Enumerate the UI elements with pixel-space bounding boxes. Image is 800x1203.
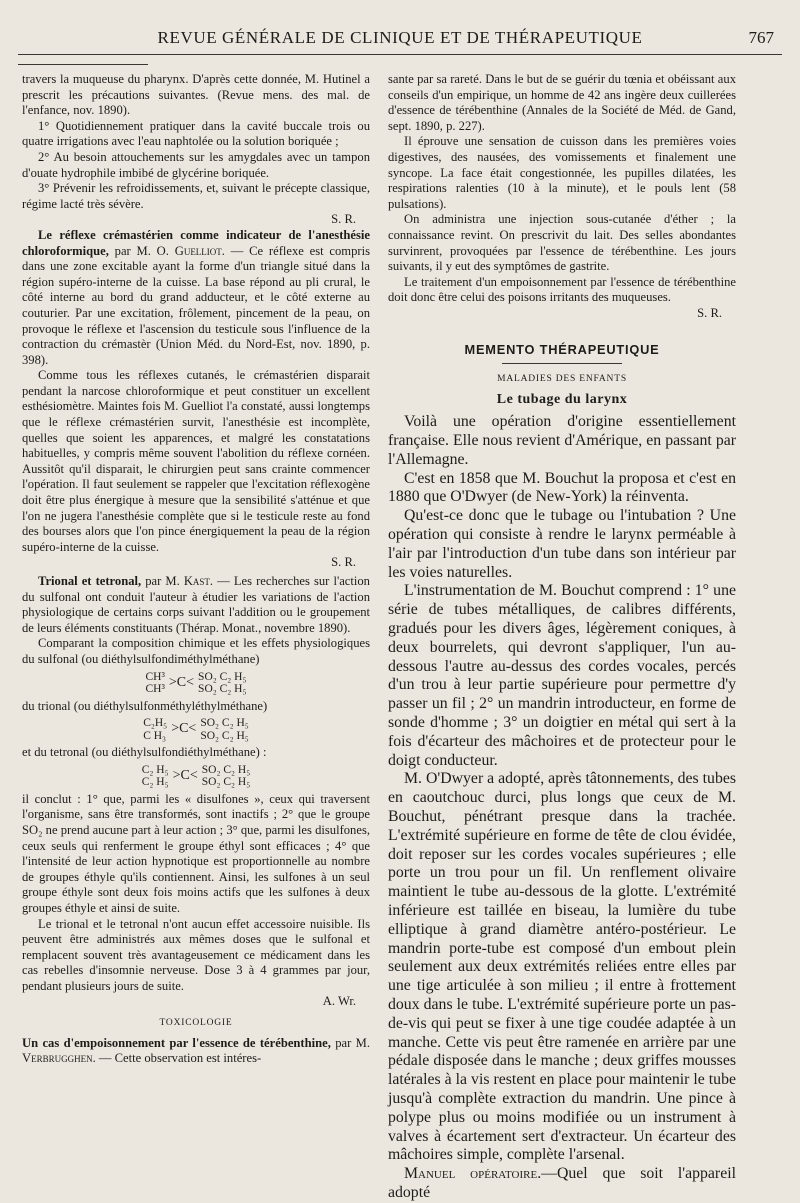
author-name: Kast. (183, 574, 214, 588)
paragraph: 2° Au besoin attouchements sur les amygdales avec un tampon d'ouate hydrophile imbibé de glycérine boriquée. (22, 149, 370, 180)
formula-operator: >C< (168, 674, 195, 690)
byline: par M. O. (114, 243, 169, 258)
signature: S. R. (331, 555, 356, 570)
article-title: Trional et tetronal, (38, 574, 142, 588)
formula-operator: >C< (171, 721, 197, 737)
running-header (18, 24, 782, 55)
formula-term: SO₂ C₂ H₅ (200, 717, 249, 730)
formula-term: SO₂ C₂ H₅ (198, 670, 247, 683)
formula-term: SO₂ C₂ H₅ (201, 763, 251, 776)
formula-term: SO₂ C₂ H₅ (200, 729, 249, 742)
chemical-formula-tetronal (22, 764, 370, 789)
article-body: — Cette observation est intéres- (98, 1051, 262, 1066)
formula-term: CH³ (145, 683, 165, 696)
paragraph: Comme tous les réflexes cutanés, le crémastérien disparait pendant la narcose chloroformique et peut constituer un excellent esthésiomètre. Maintes fois M. Guelliot l'a constaté, aussi longtemps que le réflexe crémastérien survit, l'anesthésie est incomplète, quelles que soient les apparences, et malgré les constatations habituelles, y compris même souvent l'abolition du réflexe cornéen. Aussitôt qu'il disparait, le chirurgien peut sans crainte commencer l'opération. Il faut seulement se rappeler que l'excitation réflexogène doit être plus énergique à mesure que la sensibilité s'atténue et que l'on ne jugera l'anesthésie complète que si le testicule reste au fond des bourses alors que l'on pince énergiquement la peau de la région supéro-interne de la cuisse. (22, 368, 370, 554)
section-heading-toxicologie: TOXICOLOGIE (159, 1018, 233, 1029)
paragraph: Le traitement d'un empoisonnement par l'essence de térébenthine doit donc être celui des poisons irritants des muqueuses. (388, 274, 736, 305)
formula-term: SO₂ C₂ H₅ (201, 776, 251, 789)
article-reflexe (22, 228, 370, 368)
article-title: Un cas d'empoisonnement par l'essence de térébenthine, (22, 1035, 331, 1050)
formula-term: C H₃ (143, 729, 167, 742)
paragraph: C'est en 1858 que M. Bouchut la proposa et c'est en 1880 que O'Dwyer (de New-York) la réinventa. (388, 469, 736, 506)
section-heading-memento: MEMENTO THÉRAPEUTIQUE (464, 341, 660, 357)
formula-term: CH³ (145, 670, 165, 683)
paragraph-manuel (388, 1165, 736, 1203)
article-title: Le tubage du larynx (496, 391, 628, 407)
author-name: Guelliot. (174, 243, 225, 258)
run-in-heading: Manuel opératoire. (404, 1165, 542, 1183)
formula-term: SO₂ C₂ H₅ (198, 683, 247, 696)
article-trional (22, 574, 370, 636)
formula-term: C₂H₅ (143, 717, 168, 730)
article-body: — Les recherches sur l'action du sulfonal ont conduit l'auteur à étudier les variations de l'action physiologique de certains corps suivant l'addition ou le groupement de leurs éléments constituants (Thérap. Monat., novembre 1890). (22, 574, 370, 635)
byline: par M. (335, 1035, 371, 1050)
formula-term: C₂ H₅ (141, 763, 169, 776)
divider (502, 363, 622, 364)
article-body: — Ce réflexe est compris dans une zone excitable ayant la forme d'un triangle situé dans la région supéro-interne de la cuisse. La base répond au pli crural, le côté interne au bord du grand adducteur, et le côté externe au couturier. Par une excitation, frôlement, pincement de la peau, on provoque le réflexe et l'ascension du testicule sous l'influence de la contraction du crémastèr (Union Méd. du Nord-Est, nov. 1890, p. 398). (22, 243, 370, 367)
paragraph: travers la muqueuse du pharynx. D'après cette donnée, M. Hutinel a prescrit les précautions suivantes. (Revue mens. des mal. de l'enfance, nov. 1890). (22, 72, 370, 118)
paragraph: L'instrumentation de M. Bouchut comprend : 1° une série de tubes métalliques, de calibres différents, gradués pour les divers âges, légèrement coniques, à deux bourrelets, qui devront s'appliquer, l'un au-dessous l'autre au-dessus des cordes vocales, percés d'un trou à leur partie supérieure pour permettre d'y passer un fil ; 2° un mandrin introducteur, en forme de sonde d'homme ; 3° un doigtier en métal qui sert à la fois d'écarteur des mâchoires et de protecteur pour le doigt conducteur. (388, 582, 736, 769)
paragraph: 1° Quotidiennement pratiquer dans la cavité buccale trois ou quatre irrigations avec l'eau naphtolée ou la solution boriquée ; (22, 118, 370, 149)
article-empoisonnement (22, 1036, 370, 1067)
paragraph: M. O'Dwyer a adopté, après tâtonnements, des tubes en caoutchouc durci, plus longs que ceux de M. Bouchut, pénétrant presque dans la trachée. L'extrémité supérieure en forme de tête de clou évidée, doit reposer sur les cordes vocales supérieures ; elle porte un trou pour un fil. Un renflement olivaire maintient le tube au-dessous de la glotte. L'extrémité inférieure est taillée en biseau, la lumière du tube elliptique à grand diamètre antéro-postérieur. Le mandrin porte-tube est composé d'un embout plein seulement aux deux extrémités reliées entre elles par une tige articulée à son milieu ; il entre à frottement doux dans le tube. L'extrémité supérieure porte un pas-de-vis qui peut se fixer à une tige coudée adaptée à un manche. Cette vis peut être ramenée en arrière par une pédale disposée dans le manche ; deux griffes mousses latérales à la vis restent en place pour maintenir le tube jusqu'à complète extraction du mandrin. Une pince à polype plus ou moins modifiée ou un instrument à valves à écartement sert d'extracteur. Un écarteur des mâchoires simple, complète l'arsenal. (388, 770, 736, 1164)
paragraph: 3° Prévenir les refroidissements, et, suivant le précepte classique, régime lacté très sévère. (22, 181, 370, 211)
paragraph: Il éprouve une sensation de cuisson dans les premières voies digestives, des nausées, des vomissements et finalement une syncope. La face était congestionnée, les pupilles dilatées, les respirations ralenties (10 à la minute), et le pouls lent (58 pulsations). (388, 134, 736, 211)
paragraph: sante par sa rareté. Dans le but de se guérir du tœnia et obéissant aux conseils d'un empirique, un homme de 42 ans ingère deux cuillerées d'essence de térébenthine (Annales de la Société de Méd. de Gand, sept. 1890, p. 227). (388, 72, 736, 133)
page-number: 767 (748, 28, 774, 47)
paragraph: Le trional et le tetronal n'ont aucun effet accessoire nuisible. Ils peuvent être administrés aux mêmes doses que le sulfonal et remplacent souvent très avantageusement ce médicament dans les cas rebelles d'insomnie nerveuse. Dose 3 à 4 grammes par jour, pendant plusieurs jours de suite. (22, 916, 370, 993)
top-rule (18, 64, 148, 65)
right-column (388, 72, 736, 1203)
paragraph: et du tetronal (ou diéthylsulfondiéthylméthane) : (22, 745, 267, 760)
chemical-formula-sulfonal (22, 671, 370, 696)
paragraph: Comparant la composition chimique et les effets physiologiques du sulfonal (ou diéthylsulfondiméthylméthane) (22, 636, 370, 666)
subsection-heading: MALADIES DES ENFANTS (497, 374, 627, 385)
paragraph: On administra une injection sous-cutanée d'éther ; la connaissance revint. On prescrivit du lait. Des selles abondantes survinrent, provoquées par l'essence de térébenthine. Les jours suivants, il y eut des symptômes de gastrite. (388, 212, 736, 274)
formula-operator: >C< (172, 768, 198, 783)
paragraph: Voilà une opération d'origine essentiellement française. Elle nous revient d'Amérique, en passant par l'Allemagne. (388, 413, 736, 468)
paragraph-text: —Quel que soit l'appareil adopté (388, 1165, 736, 1201)
formula-term: C₂ H₅ (141, 776, 169, 789)
signature: A. Wr. (322, 994, 356, 1009)
author-name: Verbrugghen. (22, 1051, 96, 1066)
byline: par M. (145, 574, 180, 588)
signature: S. R. (697, 305, 722, 320)
paragraph: il conclut : 1° que, parmi les « disulfones », ceux qui traversent l'organisme, sans être transformés, sont inactifs ; 2° que le groupe SO₂ ne prend aucune part à leur action ; 3° que, parmi les disulfones, ceux seuls qui renferment le groupe éthyl sont efficaces ; 4° que l'intensité de leur action hypnotique est proportionnelle au nombre de groupes éthyle qu'ils contiennent. Ainsi, les sulfones à un seul groupe éthyle sont deux fois moins actifs que les sulfones à deux groupes éthyle et ainsi de suite. (22, 791, 370, 915)
article-title: Le réflexe crémastérien comme indicateur de l'anesthésie chloroformique, (22, 227, 370, 258)
journal-title: REVUE GÉNÉRALE DE CLINIQUE ET DE THÉRAPEUTIQUE (157, 28, 643, 47)
signature: S. R. (331, 212, 356, 227)
paragraph: Qu'est-ce donc que le tubage ou l'intubation ? Une opération qui consiste à rendre le larynx perméable à l'air par l'introduction d'un tube dans son intérieur par les voies naturelles. (388, 507, 736, 581)
chemical-formula-trional (22, 717, 370, 742)
left-column (22, 72, 370, 1067)
paragraph: du trional (ou diéthylsulfonméthyléthylméthane) (22, 698, 268, 713)
